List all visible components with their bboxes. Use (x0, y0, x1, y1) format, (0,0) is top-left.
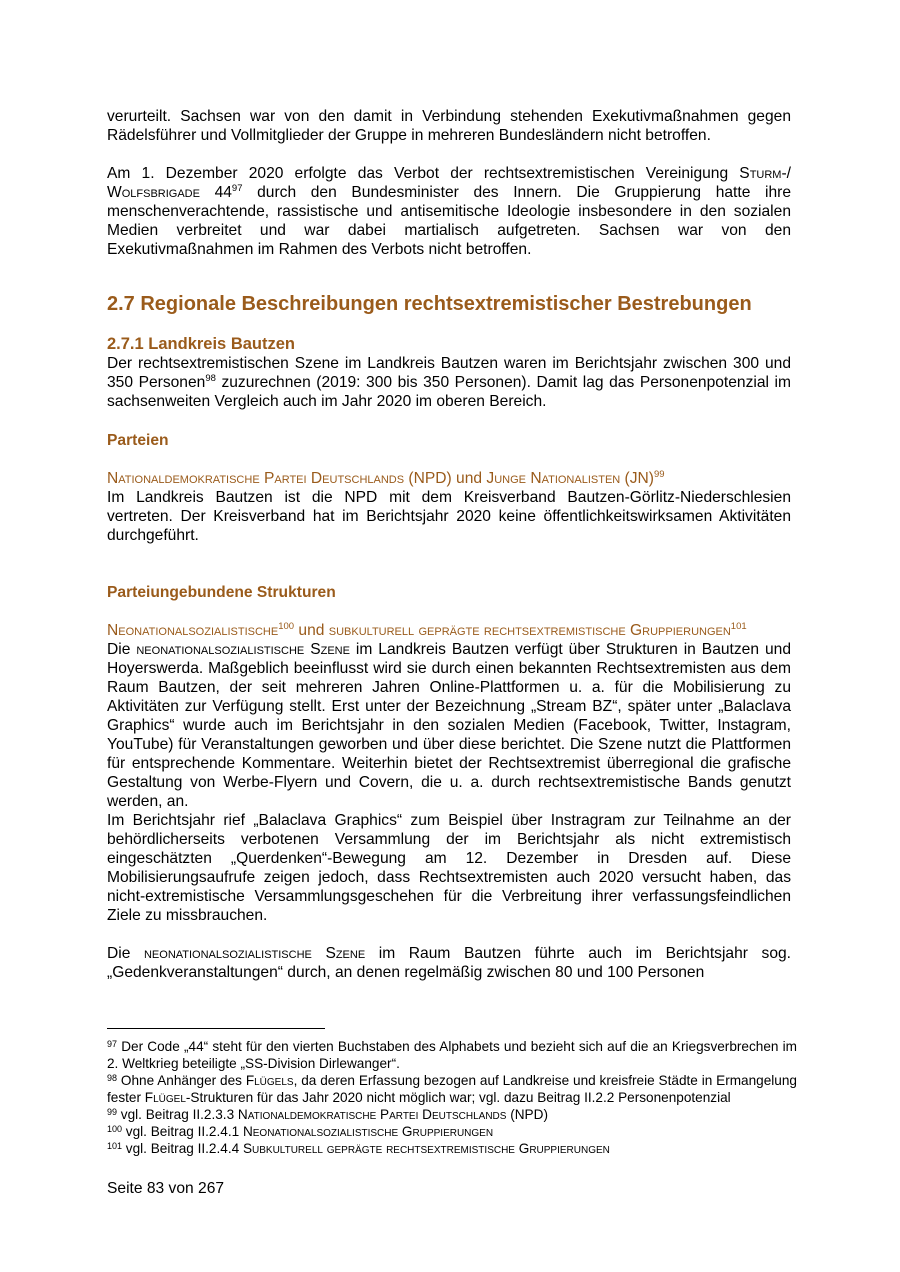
footnote-number: 99 (107, 1107, 118, 1117)
org-name: Flügel (144, 1090, 186, 1105)
footnote-text: Ohne Anhänger des (117, 1073, 246, 1088)
intro-paragraph-1: verurteilt. Sachsen war von den damit in Verbindung stehenden Exekutivmaßnahmen gegen Rädelsführer und Vollmitglieder der Gruppe in mehreren Bundesländern nicht betroffen. (107, 108, 791, 144)
footnotes (107, 1028, 797, 1157)
subsection-paragraph (107, 354, 791, 411)
org-name: neonationalsozialistische Szene (143, 945, 366, 962)
parteien-heading: Parteien (107, 432, 169, 449)
org-name: Neonationalsozialistische Gruppierungen (242, 1124, 494, 1139)
strukturen-paragraph-3 (107, 944, 791, 982)
intro-paragraph-2 (107, 164, 791, 259)
org-name: subkulturell geprägte rechtsextremistische Gruppierungen (328, 622, 731, 639)
footnote-ref[interactable]: 100 (278, 620, 295, 632)
text-run: Der rechtsextremistischen Szene im Landkreis Bautzen waren im Berichtsjahr zwischen 300 und 350 Personen (107, 355, 791, 391)
footnote-text: -Strukturen für das Jahr 2020 nicht möglich war; vgl. dazu Beitrag II.2.2 Personenpotenzial (185, 1090, 731, 1105)
org-name: Nationaldemokratische Partei Deutschlands (237, 1107, 507, 1122)
footnote-98 (107, 1072, 797, 1106)
strukturen-org-line (107, 621, 791, 640)
footnote-number: 100 (107, 1124, 123, 1134)
text-run: zuzurechnen (2019: 300 bis 350 Personen). Damit lag das Personenpotenzial im sachsenweiten Vergleich auch im Jahr 2020 im oberen Bereich. (107, 374, 791, 410)
footnote-text: , da deren Erfassung bezogen auf Landkreise und kreisfreie Städte in Ermangelung fester (107, 1073, 797, 1105)
text-run: und (294, 622, 329, 639)
footnote-ref[interactable]: 99 (654, 468, 665, 480)
org-name: Nationaldemokratische Partei Deutschlands (NPD) (107, 470, 452, 487)
footnote-divider (107, 1028, 325, 1029)
footnote-ref[interactable]: 101 (730, 620, 747, 632)
subsection-title: 2.7.1 Landkreis Bautzen (107, 335, 295, 353)
page-body (107, 107, 791, 982)
text-run: im Raum Bautzen führte auch im Berichtsjahr sog. „Gedenkveranstaltungen“ durch, an denen regelmäßig zwischen 80 und 100 Personen (107, 945, 791, 981)
footnote-text: Der Code „44“ steht für den vierten Buchstaben des Alphabets und bezieht sich auf die an Kriegsverbrechen im 2. Weltkrieg beteiligte „SS-Division Dirlewanger“. (107, 1039, 797, 1071)
parteien-paragraph: Im Landkreis Bautzen ist die NPD mit dem Kreisverband Bautzen-Görlitz-Niederschlesien vertreten. Der Kreisverband hat im Berichtsjahr 2020 keine öffentlichkeitswirksamen Aktivitäten durchgeführt. (107, 489, 791, 544)
parteien-org-line (107, 469, 791, 488)
org-name: Neonationalsozialistische (107, 622, 279, 639)
text-run: Am 1. Dezember 2020 erfolgte das Verbot der rechtsextremistischen Vereinigung (107, 165, 740, 182)
text-run: im Landkreis Bautzen verfügt über Strukturen in Bautzen und Hoyerswerda. Maßgeblich beeinflusst wird sie durch einen bekannten Rechtsextremisten aus dem Raum Bautzen, der seit mehreren Jahren Online-Plattformen u. a. für die Mobilisierung zu Aktivitäten zur Verfügung stellt. Erst unter der Bezeichnung „Stream BZ“, später unter „Balaclava Graphics“ wurde auch im Berichtsjahr in den sozialen Medien (Facebook, Twitter, Instagram, YouTube) für Veranstaltungen geworben und über diese berichtet. Die Szene nutzt die Plattformen für entsprechende Kommentare. Weiterhin bietet der Rechtsextremist überregional die grafische Gestaltung von Werbe-Flyern und Covern, die u. a. durch rechtsextremistische Bands genutzt werden, an. (107, 641, 791, 810)
strukturen-paragraph-1 (107, 640, 791, 811)
footnote-text: vgl. Beitrag II.2.4.4 (122, 1141, 243, 1156)
text-run: Die (107, 641, 137, 658)
text-run: Die (107, 945, 144, 962)
org-name: Subkulturell geprägte rechtsextremistische Gruppierungen (242, 1141, 610, 1156)
footnote-number: 97 (107, 1039, 118, 1049)
footnote-99 (107, 1106, 797, 1123)
text-run: durch den Bundesminister des Innern. Die Gruppierung hatte ihre menschenverachtende, rassistische und antisemitische Ideologie insbesondere in den sozialen Medien verbreitet und war dabei martialisch aufgetreten. Sachsen war von den Exekutivmaßnahmen im Rahmen des Verbots nicht betroffen. (107, 184, 791, 258)
text-run: und (451, 470, 487, 487)
footnote-101 (107, 1140, 797, 1157)
footnote-97 (107, 1038, 797, 1072)
section-title: 2.7 Regionale Beschreibungen rechtsextremistischer Bestrebungen (107, 293, 752, 315)
footnote-number: 98 (107, 1073, 118, 1083)
org-name: Sturm-/ Wolfsbrigade 44 (107, 165, 791, 201)
footnote-number: 101 (107, 1141, 123, 1151)
org-name: Junge Nationalisten (JN) (486, 470, 654, 487)
page-number: Seite 83 von 267 (107, 1180, 225, 1197)
footnote-100 (107, 1123, 797, 1140)
strukturen-paragraph-2: Im Berichtsjahr rief „Balaclava Graphics“ zum Beispiel über Instragram zur Teilnahme an der behördlicherseits verbotenen Versammlung der im Berichtsjahr als nicht extremistisch eingeschätzten „Querdenken“-Bewegung am 12. Dezember in Dresden auf. Diese Mobilisierungsaufrufe zeigen jedoch, dass Rechtsextremisten auch 2020 versucht haben, das nicht-extremistische Versammlungsgeschehen für die Verbreitung ihrer verfassungsfeindlichen Ziele zu missbrauchen. (107, 812, 791, 924)
org-name: neonationalsozialistische Szene (136, 641, 350, 658)
footnote-ref[interactable]: 98 (205, 372, 216, 384)
footnote-text: vgl. Beitrag II.2.3.3 (117, 1107, 238, 1122)
org-name: Flügels (245, 1073, 294, 1088)
footnote-text: vgl. Beitrag II.2.4.1 (122, 1124, 243, 1139)
footnote-ref[interactable]: 97 (231, 182, 243, 194)
strukturen-heading: Parteiungebundene Strukturen (107, 584, 336, 601)
footnote-text: (NPD) (506, 1107, 548, 1122)
